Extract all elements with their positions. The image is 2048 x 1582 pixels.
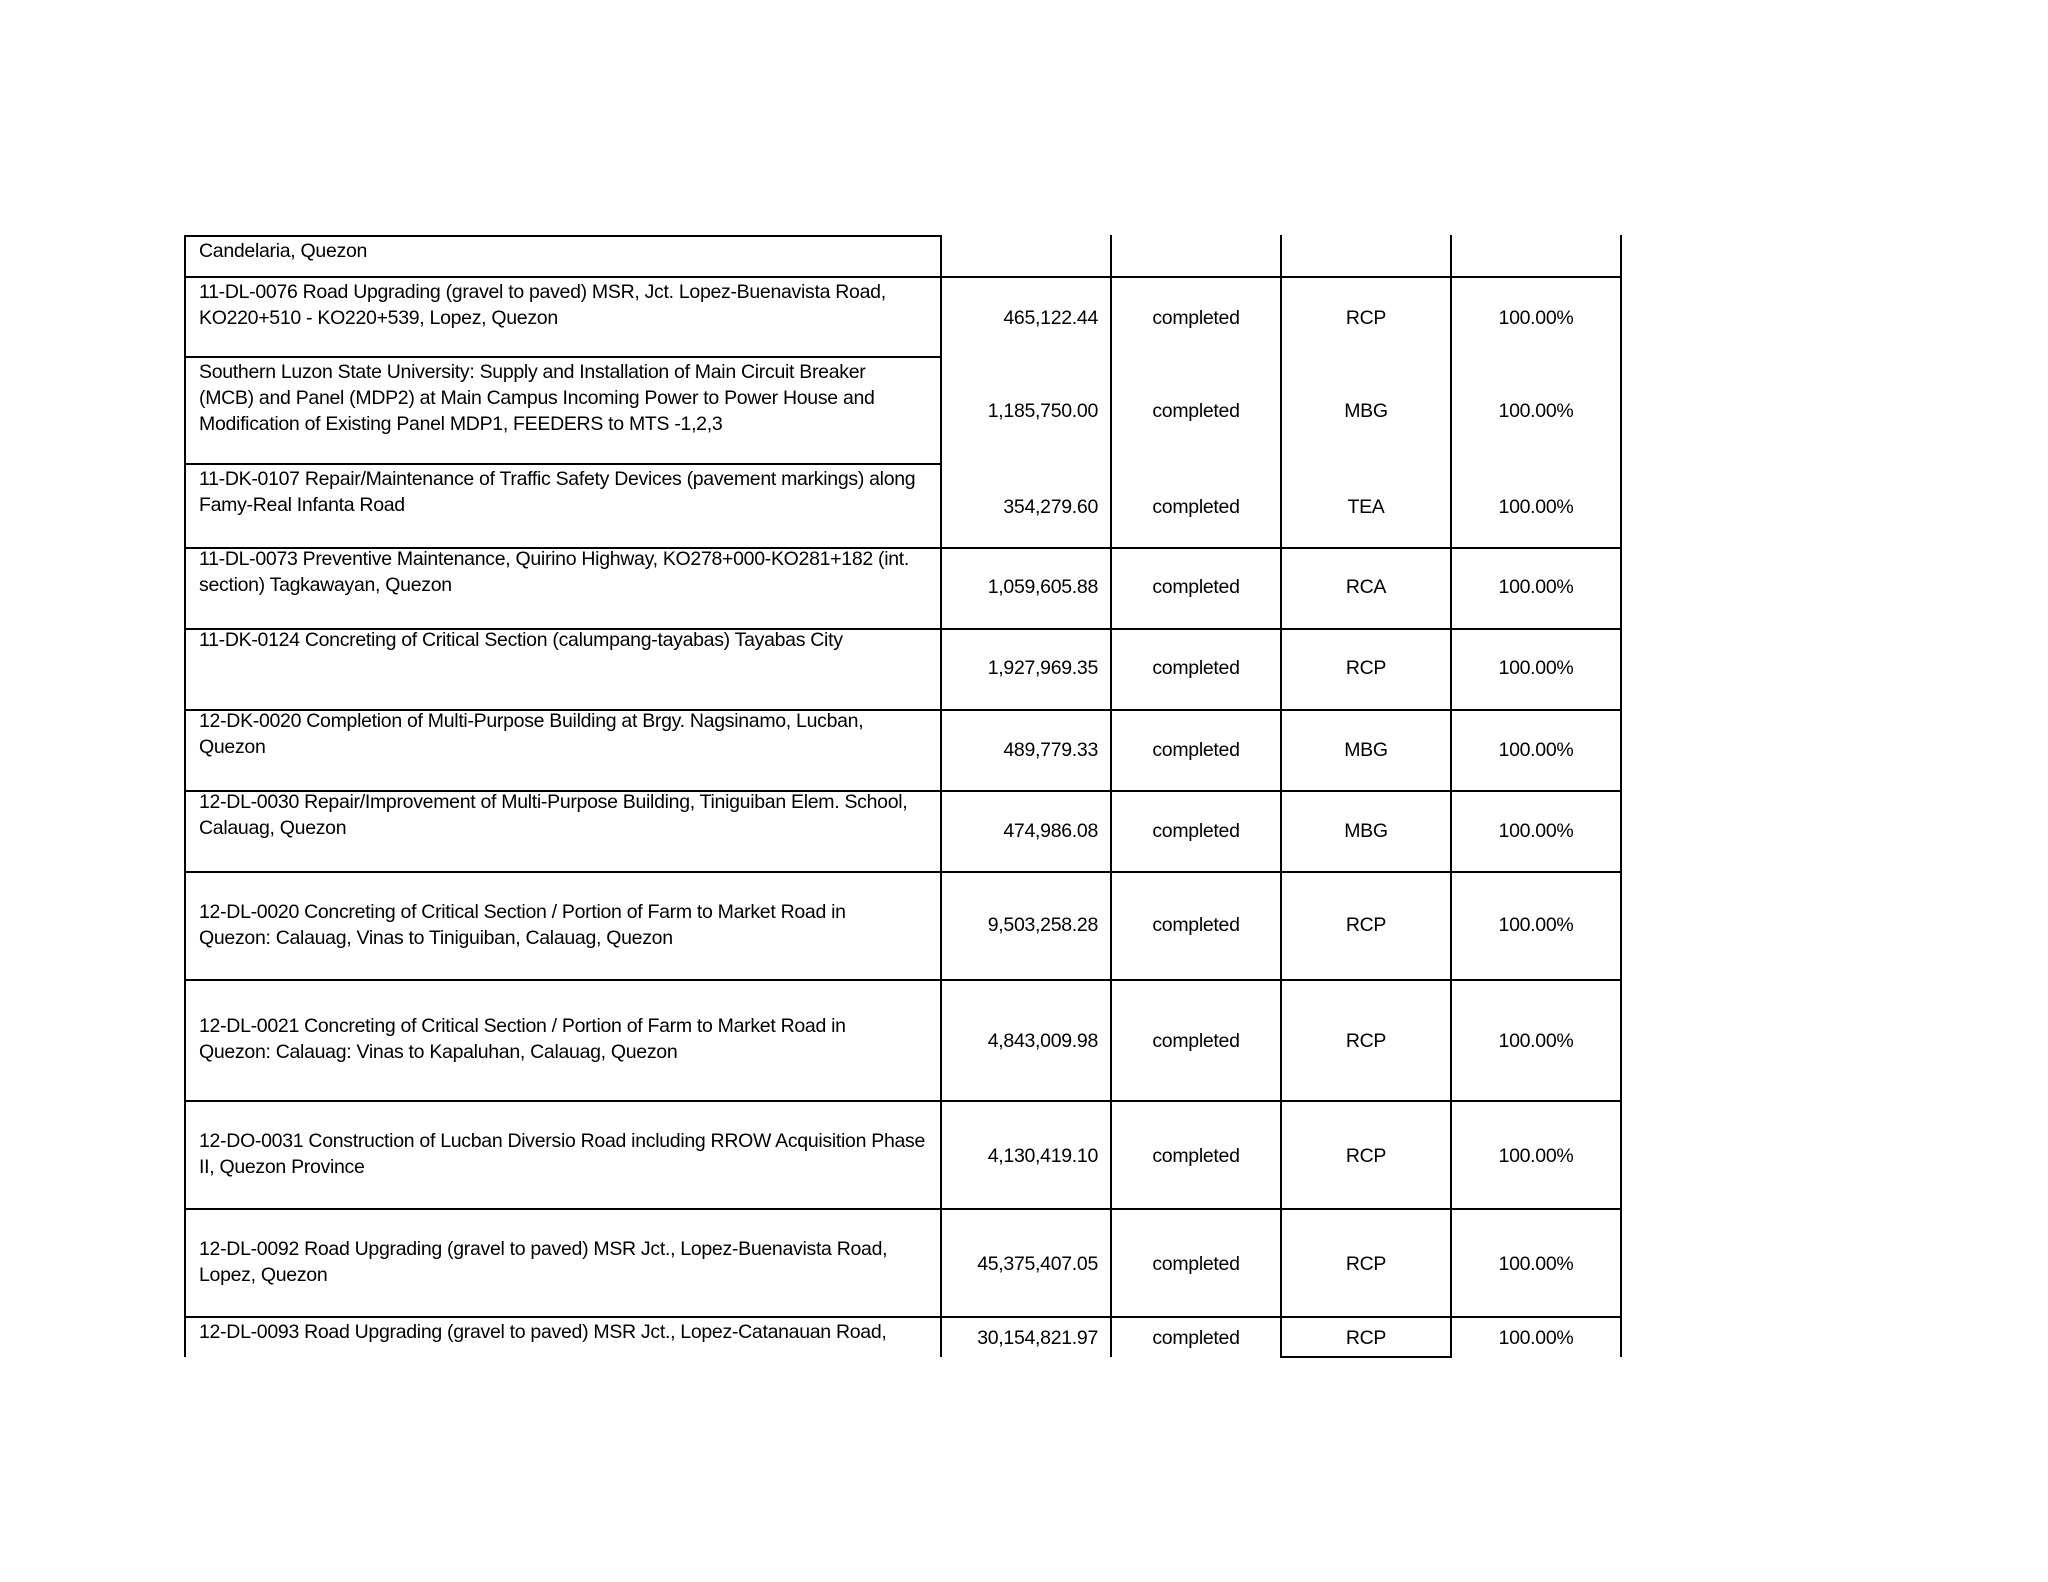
row-amount: 30,154,821.97 xyxy=(977,1327,1098,1349)
row-percent: 100.00% xyxy=(1498,914,1574,936)
row-border xyxy=(184,356,942,358)
row-status: completed xyxy=(1152,400,1240,422)
row-description: Candelaria, Quezon xyxy=(199,240,368,262)
row-border xyxy=(184,1316,1622,1318)
row-border xyxy=(184,871,1622,873)
row-percent: 100.00% xyxy=(1498,1327,1574,1349)
row-border xyxy=(1280,1356,1452,1358)
row-percent: 100.00% xyxy=(1498,1030,1574,1052)
row-amount: 4,843,009.98 xyxy=(987,1030,1098,1052)
row-amount: 1,927,969.35 xyxy=(987,657,1098,679)
row-description: 11-DK-0107 Repair/Maintenance of Traffic Safety Devices (pavement markings) along Famy-Real Infanta Road xyxy=(199,468,916,516)
row-description: 11-DL-0073 Preventive Maintenance, Quirino Highway, KO278+000-KO281+182 (int. section) Tagkawayan, Quezon xyxy=(199,548,910,596)
row-type: RCP xyxy=(1345,657,1387,679)
row-type: TEA xyxy=(1347,496,1385,518)
row-type: MBG xyxy=(1344,739,1388,761)
row-border xyxy=(184,1208,1622,1210)
row-border xyxy=(184,235,942,237)
row-amount: 489,779.33 xyxy=(1003,739,1098,761)
row-status: completed xyxy=(1152,576,1240,598)
row-description: 12-DO-0031 Construction of Lucban Diversio Road including RROW Acquisition Phase II, Quezon Province xyxy=(199,1130,926,1178)
row-percent: 100.00% xyxy=(1498,739,1574,761)
row-amount: 474,986.08 xyxy=(1003,820,1098,842)
row-border xyxy=(184,979,1622,981)
row-type: RCP xyxy=(1345,914,1387,936)
row-percent: 100.00% xyxy=(1498,400,1574,422)
row-description: 12-DL-0020 Concreting of Critical Section / Portion of Farm to Market Road in Quezon: Calauag, Vinas to Tiniguiban, Calauag, Quezon xyxy=(199,901,846,949)
row-percent: 100.00% xyxy=(1498,1253,1574,1275)
column-border xyxy=(1620,235,1622,1357)
row-percent: 100.00% xyxy=(1498,820,1574,842)
row-percent: 100.00% xyxy=(1498,307,1574,329)
row-status: completed xyxy=(1152,820,1240,842)
row-amount: 1,185,750.00 xyxy=(987,400,1098,422)
row-description: 11-DK-0124 Concreting of Critical Section (calumpang-tayabas) Tayabas City xyxy=(199,629,843,651)
row-amount: 354,279.60 xyxy=(1003,496,1098,518)
row-type: MBG xyxy=(1344,820,1388,842)
row-status: completed xyxy=(1152,739,1240,761)
row-status: completed xyxy=(1152,307,1240,329)
row-status: completed xyxy=(1152,1327,1240,1349)
row-percent: 100.00% xyxy=(1498,496,1574,518)
row-type: RCP xyxy=(1345,1030,1387,1052)
row-amount: 465,122.44 xyxy=(1003,307,1098,329)
row-border xyxy=(184,276,1622,278)
row-type: RCP xyxy=(1345,1327,1387,1349)
row-status: completed xyxy=(1152,1030,1240,1052)
row-amount: 9,503,258.28 xyxy=(987,914,1098,936)
row-description: Southern Luzon State University: Supply and Installation of Main Circuit Breaker (MCB) and Panel (MDP2) at Main Campus Incoming Power to Power House and Modification of Existing Panel MDP1, FEEDERS to MTS -1,2,3 xyxy=(199,361,875,435)
row-amount: 1,059,605.88 xyxy=(987,576,1098,598)
row-description: 12-DL-0030 Repair/Improvement of Multi-Purpose Building, Tiniguiban Elem. School, Calauag, Quezon xyxy=(199,791,908,839)
column-border xyxy=(184,235,186,1357)
row-amount: 45,375,407.05 xyxy=(977,1253,1098,1275)
row-status: completed xyxy=(1152,914,1240,936)
row-description: 12-DL-0093 Road Upgrading (gravel to paved) MSR Jct., Lopez-Catanauan Road, xyxy=(199,1321,887,1343)
row-type: RCP xyxy=(1345,1253,1387,1275)
row-description: 11-DL-0076 Road Upgrading (gravel to paved) MSR, Jct. Lopez-Buenavista Road, KO220+510 - KO220+539, Lopez, Quezon xyxy=(199,281,886,329)
row-type: RCP xyxy=(1345,307,1387,329)
row-percent: 100.00% xyxy=(1498,1145,1574,1167)
row-status: completed xyxy=(1152,1253,1240,1275)
row-border xyxy=(184,1100,1622,1102)
row-description: 12-DK-0020 Completion of Multi-Purpose Building at Brgy. Nagsinamo, Lucban, Quezon xyxy=(199,710,864,758)
row-percent: 100.00% xyxy=(1498,657,1574,679)
row-percent: 100.00% xyxy=(1498,576,1574,598)
row-amount: 4,130,419.10 xyxy=(987,1145,1098,1167)
row-border xyxy=(184,463,942,465)
row-type: MBG xyxy=(1344,400,1388,422)
row-status: completed xyxy=(1152,496,1240,518)
row-type: RCA xyxy=(1345,576,1387,598)
row-description: 12-DL-0092 Road Upgrading (gravel to paved) MSR Jct., Lopez-Buenavista Road, Lopez, Quezon xyxy=(199,1238,888,1286)
row-type: RCP xyxy=(1345,1145,1387,1167)
row-description: 12-DL-0021 Concreting of Critical Section / Portion of Farm to Market Road in Quezon: Calauag: Vinas to Kapaluhan, Calauag, Quezon xyxy=(199,1015,846,1063)
row-status: completed xyxy=(1152,657,1240,679)
row-status: completed xyxy=(1152,1145,1240,1167)
